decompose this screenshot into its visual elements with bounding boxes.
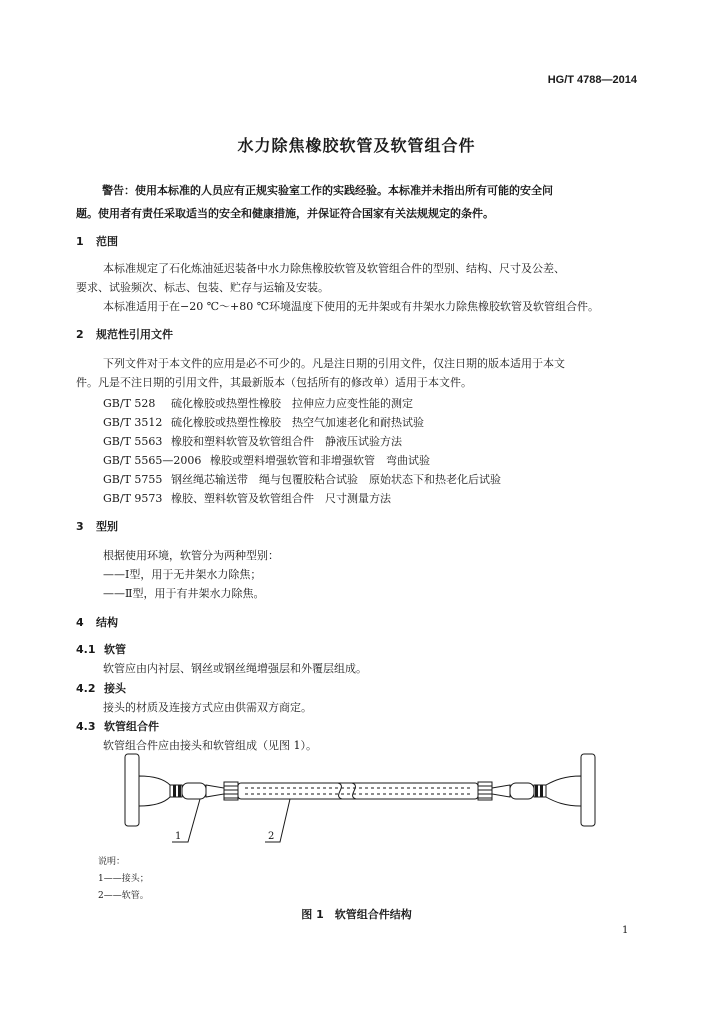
page-number: 1 <box>622 925 629 936</box>
section-number: 1 <box>76 235 84 248</box>
type-1-item: ——Ⅰ型，用于无井架水力除焦； <box>103 568 262 581</box>
reference-title: 橡胶和塑料软管及软管组合件 静液压试验方法 <box>171 435 402 448</box>
reference-item <box>103 471 501 487</box>
document-title: 水力除焦橡胶软管及软管组合件 <box>237 136 476 155</box>
section-4-3-heading <box>76 718 159 734</box>
right-seal-ring <box>535 785 538 797</box>
legend-title: 说明： <box>98 857 126 867</box>
right-ferrule <box>492 785 510 797</box>
right-neck <box>546 776 581 806</box>
right-seal-ring <box>540 785 543 797</box>
scope-para-1-line-1: 本标准规定了石化炼油延迟装备中水力除焦橡胶软管及软管组合件的型别、结构、尺寸及公差、 <box>103 262 565 275</box>
normative-intro-line-1: 下列文件对于本文件的应用是必不可少的。凡是注日期的引用文件，仅注日期的版本适用于本文 <box>103 357 565 370</box>
normative-intro-line-2: 件。凡是不注日期的引用文件，其最新版本（包括所有的修改单）适用于本文件。 <box>76 376 472 389</box>
hose-break-mark <box>338 783 356 799</box>
left-flange <box>125 754 139 826</box>
left-collar <box>224 782 238 800</box>
figure-label-2: 2 <box>268 831 275 842</box>
section-title: 型别 <box>96 520 118 533</box>
reference-item <box>103 395 413 411</box>
left-collar-hatch <box>224 786 238 798</box>
reference-title: 橡胶或塑料增强软管和非增强软管 弯曲试验 <box>210 454 430 467</box>
legend-item-2: 2——软管。 <box>98 891 149 901</box>
warning-line-2: 题。使用者有责任采取适当的安全和健康措施，并保证符合国家有关法规规定的条件。 <box>76 207 494 220</box>
subsection-number: 4.3 <box>76 720 96 733</box>
reference-title: 硫化橡胶或热塑性橡胶 拉伸应力应变性能的测定 <box>171 397 413 410</box>
reference-title: 硫化橡胶或热塑性橡胶 热空气加速老化和耐热试验 <box>171 416 424 429</box>
section-title: 结构 <box>96 616 118 629</box>
section-1-heading <box>76 233 118 249</box>
scope-para-1-line-2: 要求、试验频次、标志、包装、贮存与运输及安装。 <box>76 281 329 294</box>
hose-assembly-drawing <box>120 752 600 852</box>
hose-body <box>238 783 478 799</box>
fitting-text: 接头的材质及连接方式应由供需双方商定。 <box>103 701 312 714</box>
subsection-title: 软管 <box>104 643 126 656</box>
reference-code: GB/T 3512 <box>103 416 163 429</box>
reference-item <box>103 490 391 506</box>
right-fitting-body <box>510 783 534 799</box>
reference-item <box>103 433 402 449</box>
left-fitting-body <box>182 783 206 799</box>
section-4-heading <box>76 614 118 630</box>
right-flange <box>581 754 595 826</box>
right-collar-hatch <box>478 786 492 798</box>
reference-code: GB/T 528 <box>103 397 156 410</box>
hose-reinforcement-layer <box>245 788 470 794</box>
types-intro: 根据使用环境，软管分为两种型别： <box>103 549 279 562</box>
left-seal-ring <box>178 785 181 797</box>
figure-label-1: 1 <box>175 831 182 842</box>
reference-item <box>103 452 430 468</box>
figure-caption: 图 1 软管组合件结构 <box>301 908 412 921</box>
scope-para-2: 本标准适用于在−20 ℃～+80 ℃环境温度下使用的无井架或有井架水力除焦橡胶软管及软管组合件。 <box>103 300 600 313</box>
section-title: 规范性引用文件 <box>96 328 173 341</box>
section-title: 范围 <box>96 235 118 248</box>
reference-code: GB/T 5755 <box>103 473 163 486</box>
section-number: 4 <box>76 616 84 629</box>
section-4-2-heading <box>76 680 126 696</box>
type-2-item: ——Ⅱ型，用于有井架水力除焦。 <box>103 587 265 600</box>
section-4-1-heading <box>76 641 126 657</box>
left-seal-ring <box>173 785 176 797</box>
section-number: 3 <box>76 520 84 533</box>
legend-item-1: 1——接头； <box>98 874 149 884</box>
subsection-number: 4.1 <box>76 643 96 656</box>
subsection-title: 接头 <box>104 682 126 695</box>
subsection-title: 软管组合件 <box>104 720 159 733</box>
reference-item <box>103 414 424 430</box>
assembly-text: 软管组合件应由接头和软管组成（见图 1）。 <box>103 739 317 752</box>
reference-code: GB/T 5563 <box>103 435 163 448</box>
warning-line-1: 警告：使用本标准的人员应有正规实验室工作的实践经验。本标准并未指出所有可能的安全问 <box>102 184 553 197</box>
reference-code: GB/T 9573 <box>103 492 163 505</box>
section-2-heading <box>76 326 173 342</box>
section-3-heading <box>76 518 118 534</box>
reference-title: 钢丝绳芯输送带 绳与包覆胶粘合试验 原始状态下和热老化后试验 <box>171 473 501 486</box>
left-neck <box>139 776 170 806</box>
right-collar <box>478 782 492 800</box>
section-number: 2 <box>76 328 84 341</box>
subsection-number: 4.2 <box>76 682 96 695</box>
hose-text: 软管应由内衬层、钢丝或钢丝绳增强层和外覆层组成。 <box>103 662 367 675</box>
reference-code: GB/T 5565—2006 <box>103 454 202 467</box>
reference-title: 橡胶、塑料软管及软管组合件 尺寸测量方法 <box>171 492 391 505</box>
left-ferrule <box>206 785 224 797</box>
standard-number: HG/T 4788—2014 <box>547 74 637 86</box>
